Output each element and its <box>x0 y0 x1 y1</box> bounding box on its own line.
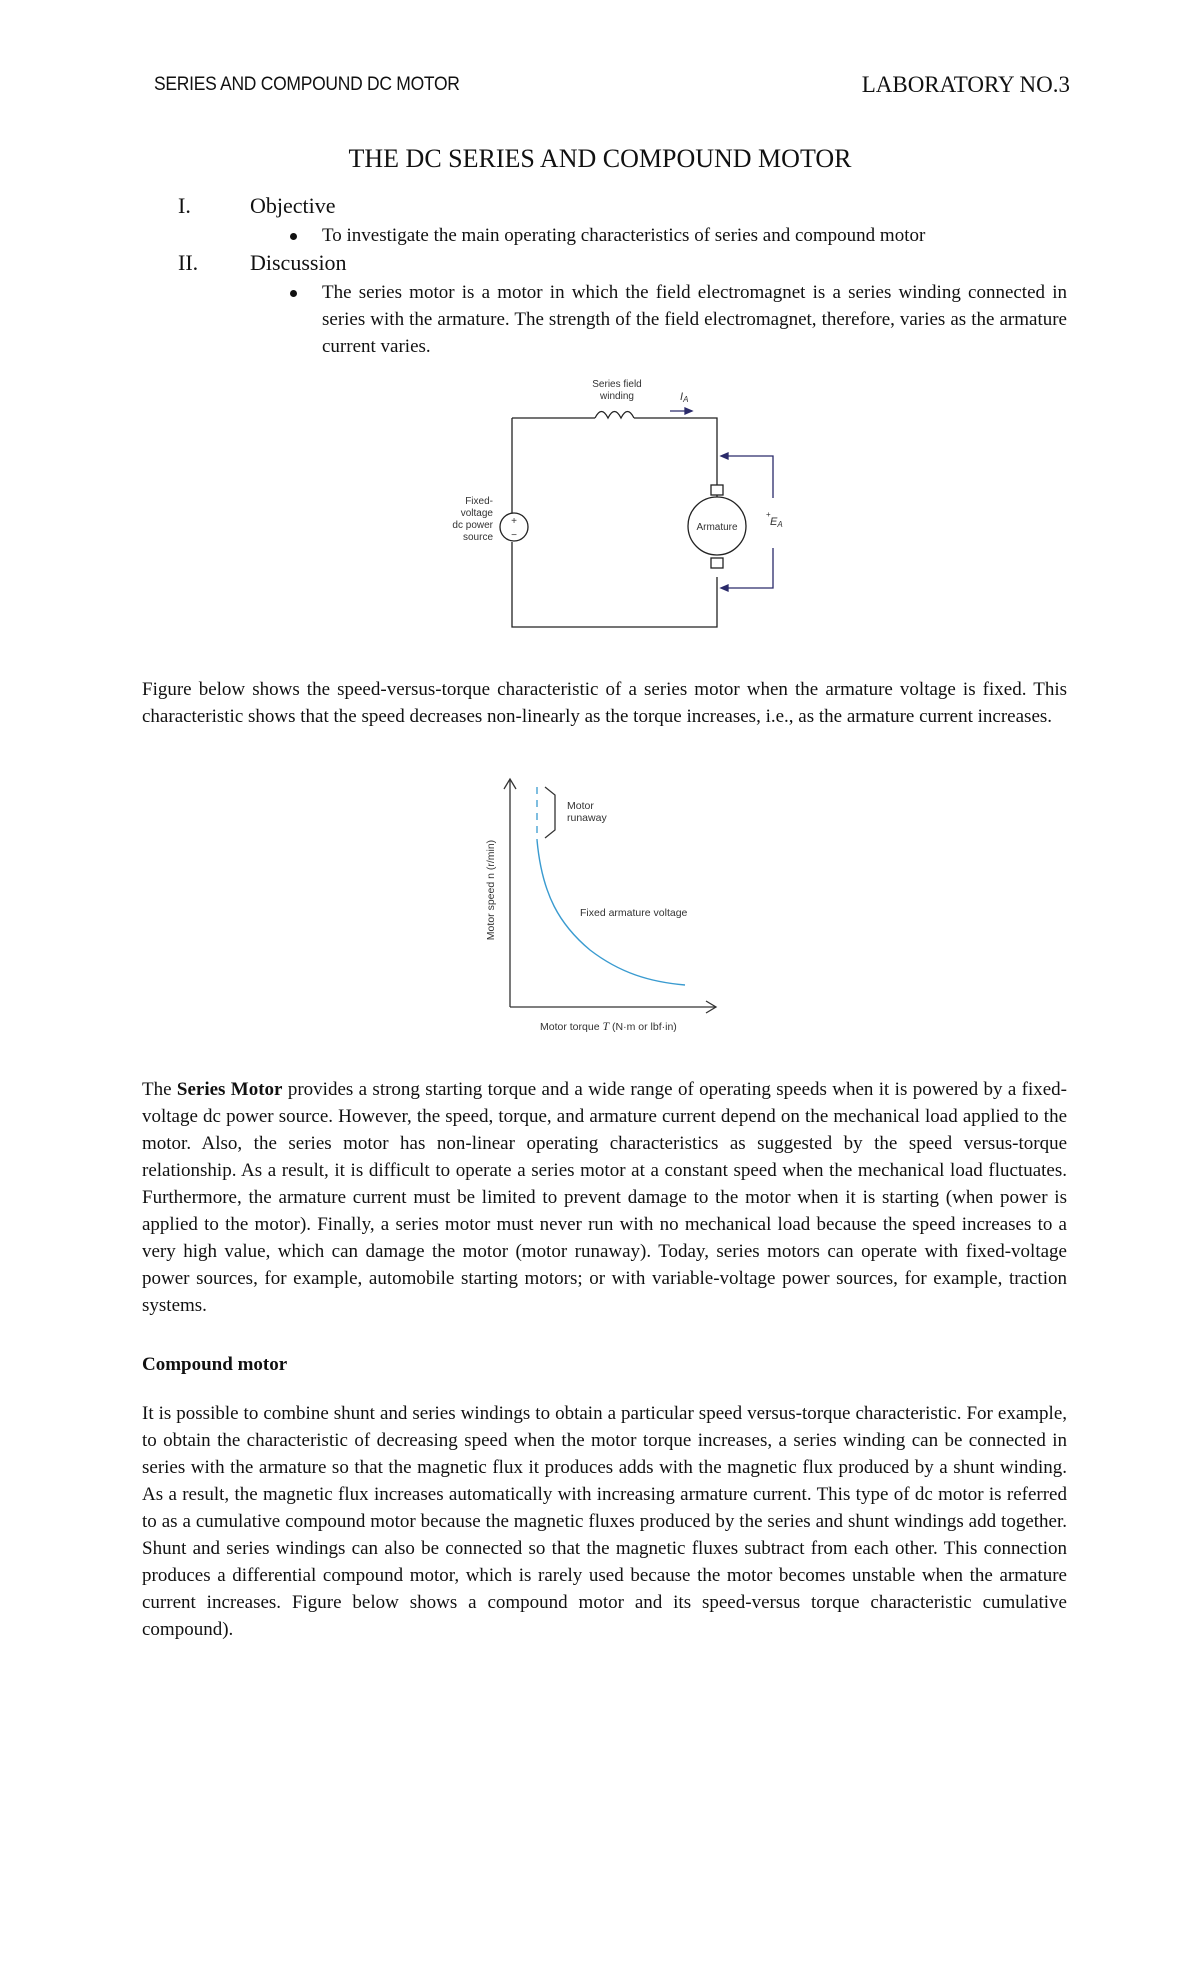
section-title-discussion: Discussion <box>250 250 347 275</box>
paragraph-body: provides a strong starting torque and a wide range of operating speeds when it is powered by a fixed-voltage dc power source. However, the speed, torque, and armature current depend on the mechanical load applied to the motor. Also, the series motor has non-linear operating characteristics as suggested by the speed versus-torque relationship. As a result, it is difficult to operate a series motor at a constant speed when the mechanical load fluctuates. Furthermore, the armature current must be limited to prevent damage to the motor when it is starting (when power is applied to the motor). Finally, a series motor must never run with no mechanical load because the speed increases to a very high value, which can damage the motor (motor runaway). Today, series motors can operate with fixed-voltage power sources, for example, automobile starting motors; or with variable-voltage power sources, for example, traction systems. <box>142 1079 1067 1316</box>
winding-label-2: winding <box>600 391 634 402</box>
source-label-4: source <box>462 532 493 543</box>
series-motor-circuit-diagram <box>430 370 790 640</box>
source-label-2: voltage <box>460 508 493 519</box>
page-title: THE DC SERIES AND COMPOUND MOTOR <box>348 144 852 173</box>
source-label-1: Fixed- <box>465 496 493 507</box>
curve-label: Fixed armature voltage <box>580 907 688 919</box>
speed-torque-chart <box>480 775 740 1050</box>
runaway-bracket <box>545 787 555 838</box>
compound-motor-heading: Compound motor <box>142 1354 288 1375</box>
source-label-3: dc power <box>452 520 493 531</box>
plus-icon: + <box>511 516 517 527</box>
series-motor-term: Series Motor <box>176 1079 283 1100</box>
winding-label: Series field <box>592 379 642 390</box>
bullet-icon <box>290 233 297 240</box>
section-title-objective: Objective <box>250 193 336 218</box>
paragraph-speed-torque-intro: Figure below shows the speed-versus-torque characteristic of a series motor when the armature voltage is fixed. This characteristic shows that the speed decreases non-linearly as the torque increases, i.e., as the armature current increases. <box>142 679 1067 727</box>
emf-plus: + <box>766 510 771 519</box>
discussion-bullet-text: The series motor is a motor in which the field electromagnet is a series winding connected in series with the armature. The strength of the field electromagnet, therefore, varies as the armature current varies. <box>322 282 1067 357</box>
paragraph-series-motor <box>142 1076 1067 1319</box>
running-header-left: SERIES AND COMPOUND DC MOTOR <box>154 74 460 95</box>
current-label: IA <box>680 391 689 404</box>
runaway-label-2: runaway <box>567 812 607 824</box>
emf-label: EA <box>770 516 783 529</box>
minus-icon: − <box>511 530 517 541</box>
paragraph-compound-motor: It is possible to combine shunt and series windings to obtain a particular speed versus-torque characteristic. For example, to obtain the characteristic of decreasing speed when the motor torque increases, a series winding can be connected in series with the armature so that the magnetic flux it produces adds with the magnetic flux produced by a shunt winding. As a result, the magnetic flux increases automatically with increasing armature current. This type of dc motor is referred to as a cumulative compound motor because the magnetic fluxes produced by the series and shunt windings add together. Shunt and series windings can also be connected so that the magnetic fluxes subtract from each other. This connection produces a differential compound motor, which is rarely used because the motor becomes unstable when the armature current increases. Figure below shows a compound motor and its speed-versus torque characteristic cumulative compound). <box>142 1403 1067 1640</box>
y-axis-label: Motor speed n (r/min) <box>485 839 497 941</box>
bullet-icon <box>290 290 297 297</box>
paragraph-lead: The <box>142 1079 177 1100</box>
objective-bullet-text: To investigate the main operating characteristics of series and compound motor <box>322 225 926 246</box>
running-header-right: LABORATORY NO.3 <box>861 72 1070 97</box>
section-number-objective: I. <box>178 193 191 218</box>
section-number-discussion: II. <box>178 250 199 275</box>
x-axis-label: Motor torque T (N·m or lbf·in) <box>540 1019 677 1033</box>
armature-label: Armature <box>696 522 738 533</box>
runaway-label-1: Motor <box>567 800 594 812</box>
